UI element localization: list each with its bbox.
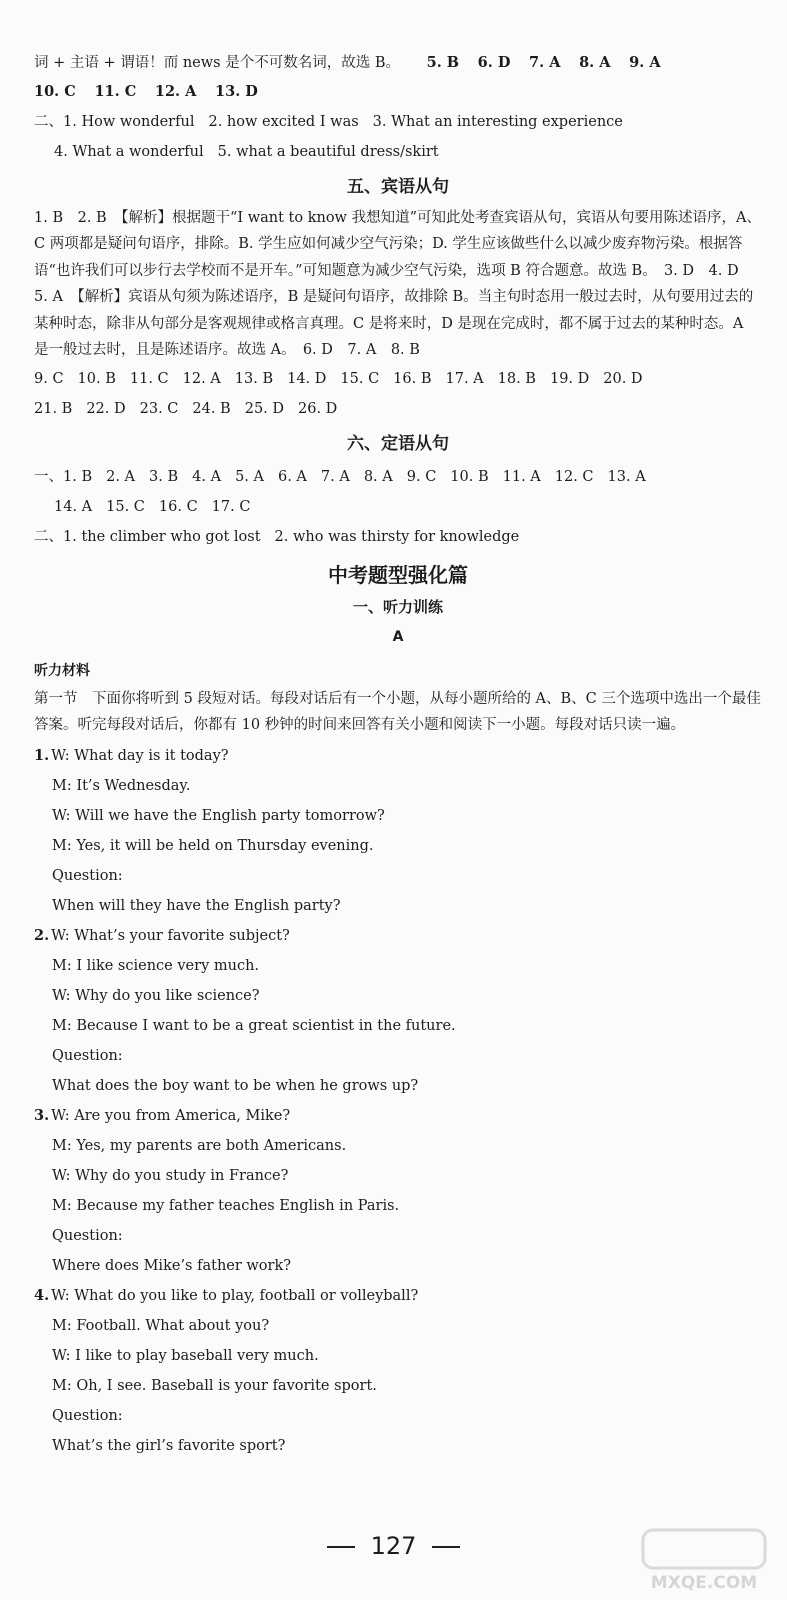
answer-item: 3. B (149, 468, 179, 485)
dialogue-line (34, 951, 762, 981)
line-text: W: Are you from America, Mike? (51, 1107, 291, 1124)
question-label (34, 1041, 762, 1071)
dialogue-number: 2. (34, 926, 50, 944)
section5-answers-row1 (34, 364, 762, 394)
answer-item: 15. C (340, 370, 380, 387)
section5-answers-row2 (34, 394, 762, 424)
answer-item: 16. C (158, 498, 198, 515)
dialogue-line (34, 801, 762, 831)
part-letter: A (392, 628, 404, 645)
answer-item: 7. A (320, 468, 350, 485)
answer-item: 13. B (234, 370, 274, 387)
line-text: Question: (52, 867, 123, 884)
answer-item: 24. B (192, 400, 231, 417)
answer-item: 10. B (450, 468, 489, 485)
page-number-text: 127 (370, 1532, 417, 1560)
dialogue-list (34, 741, 762, 1461)
sub-title: 一、听力训练 (352, 597, 443, 616)
section6-answers-row1 (34, 462, 762, 492)
dialogue-line (34, 1161, 762, 1191)
answer-item: 13. D (215, 82, 258, 100)
answer-item: 10. B (77, 370, 116, 387)
intro-line (34, 50, 762, 77)
dialogue-number: 3. (34, 1106, 50, 1124)
answer-item: 11. C (129, 370, 169, 387)
answer-item: 13. A (607, 468, 646, 485)
answer-item: 8. A (363, 468, 393, 485)
dialogue-block (34, 741, 762, 921)
dialogue-line (34, 831, 762, 861)
answer-item: 12. A (182, 370, 221, 387)
section6-title: 六、定语从句 (347, 433, 449, 454)
line-text: M: Oh, I see. Baseball is your favorite sport. (52, 1377, 377, 1394)
dialogue-line (34, 1341, 762, 1371)
line-text: W: What do you like to play, football or volleyball? (51, 1287, 419, 1304)
answer-item: 7. A (529, 54, 561, 71)
dialogue-line (34, 921, 762, 951)
question-label (34, 861, 762, 891)
answer-item: 18. B (497, 370, 536, 387)
watermark-logo (635, 1526, 773, 1594)
answer-item: 2. A (106, 468, 136, 485)
dialogue-line (34, 1371, 762, 1401)
question-text (34, 1071, 762, 1101)
answer-item: 14. A (54, 498, 93, 515)
part2-item: 5. what a beautiful dress/skirt (217, 143, 439, 160)
answer-item: 15. C (106, 498, 145, 515)
part2-row1 (34, 107, 762, 137)
answer-item: 19. D (549, 370, 590, 387)
answer-item: 16. B (393, 370, 432, 387)
answer-item: 11. A (502, 468, 541, 485)
dialogue-line (34, 771, 762, 801)
part2-item: 2. who was thirsty for knowledge (274, 528, 520, 545)
line-text: W: What day is it today? (51, 747, 229, 764)
question-text (34, 891, 762, 921)
answer-item: 10. C (34, 82, 76, 100)
line-text: Question: (52, 1047, 123, 1064)
line-text: W: What’s your favorite subject? (51, 927, 290, 944)
part2-item: 4. What a wonderful (54, 143, 204, 160)
answer-item: 25. D (244, 400, 285, 417)
main-title: 中考题型强化篇 (328, 562, 468, 587)
dialogue-number: 1. (34, 746, 50, 764)
dash-left (327, 1546, 355, 1548)
answer-item: 9. A (629, 54, 661, 71)
answer-item: 17. A (445, 370, 484, 387)
question-label (34, 1221, 762, 1251)
section6-answers-row2 (34, 492, 762, 522)
dialogue-number: 4. (34, 1286, 50, 1304)
answer-item: 1. B (63, 468, 93, 485)
intro-text: 词 + 主语 + 谓语！而 news 是个不可数名词，故选 B。 (34, 55, 400, 71)
dialogue-line (34, 981, 762, 1011)
answer-item: 9. C (406, 468, 437, 485)
dialogue-line (34, 1311, 762, 1341)
section5-title: 五、宾语从句 (347, 176, 449, 197)
part2-item: 1. the climber who got lost (63, 528, 261, 545)
dialogue-line (34, 1191, 762, 1221)
answer-item: 5. B (426, 54, 460, 71)
instructions: 第一节 下面你将听到 5 段短对话。每段对话后有一个小题，从每小题所给的 A、B、C 三个选项中选出一个最佳答案。听完每段对话后，你都有 10 秒钟的时间来回答有关小题和阅读下一小题。每段对话只读一遍。 (34, 690, 761, 733)
dash-right (432, 1546, 460, 1548)
answer-item: 11. C (94, 82, 137, 100)
page-content (34, 50, 762, 1461)
section6-part2 (34, 522, 762, 552)
line-text: W: Why do you like science? (52, 987, 260, 1004)
answer-item: 23. C (139, 400, 179, 417)
dialogue-line (34, 1011, 762, 1041)
line-text: Question: (52, 1227, 123, 1244)
intro-answers-row2 (34, 77, 762, 107)
listening-label: 听力材料 (34, 662, 90, 679)
answer-item: 8. A (579, 54, 611, 71)
answer-item: 5. A (235, 468, 264, 485)
answer-item: 17. C (211, 498, 251, 515)
line-text: Question: (52, 1407, 123, 1424)
answer-item: 6. A (277, 468, 307, 485)
line-text: M: Football. What about you? (52, 1317, 270, 1334)
line-text: M: It’s Wednesday. (52, 777, 191, 794)
line-text: What’s the girl’s favorite sport? (52, 1437, 286, 1454)
dialogue-line (34, 1281, 762, 1311)
line-text: M: Because my father teaches English in Paris. (52, 1197, 400, 1214)
line-text: Where does Mike’s father work? (52, 1257, 292, 1274)
part2-item: 1. How wonderful (63, 113, 195, 130)
answer-item: 21. B (34, 400, 73, 417)
part2-row2 (34, 137, 762, 167)
answer-item: 12. C (554, 468, 594, 485)
answer-item: 9. C (34, 370, 64, 387)
dialogue-block (34, 921, 762, 1101)
answer-item: 12. A (154, 82, 197, 100)
line-text: M: Yes, my parents are both Americans. (52, 1137, 347, 1154)
line-text: What does the boy want to be when he grows up? (52, 1077, 419, 1094)
question-label (34, 1401, 762, 1431)
dialogue-block (34, 1281, 762, 1461)
dialogue-line (34, 1131, 762, 1161)
section6-part2-prefix: 二、 (34, 528, 63, 545)
part2-item: 2. how excited I was (208, 113, 359, 130)
answer-item: 14. D (287, 370, 327, 387)
dialogue-line (34, 1101, 762, 1131)
answer-item: 22. D (86, 400, 126, 417)
answer-item: 6. D (477, 54, 511, 71)
part2-prefix: 二、 (34, 113, 63, 130)
intro-answers (427, 55, 661, 71)
dialogue-line (34, 741, 762, 771)
question-text (34, 1431, 762, 1461)
part2-item: 3. What an interesting experience (372, 113, 623, 130)
line-text: When will they have the English party? (52, 897, 341, 914)
section6-part1-prefix: 一、 (34, 468, 63, 485)
answer-item: 20. D (603, 370, 643, 387)
line-text: W: Will we have the English party tomorrow? (52, 807, 385, 824)
line-text: W: I like to play baseball very much. (52, 1347, 319, 1364)
dialogue-block (34, 1101, 762, 1281)
line-text: M: Yes, it will be held on Thursday evening. (52, 837, 374, 854)
line-text: M: I like science very much. (52, 957, 260, 974)
line-text: M: Because I want to be a great scientist in the future. (52, 1017, 456, 1034)
watermark-text: MXQE.COM (650, 1573, 758, 1593)
question-text (34, 1251, 762, 1281)
line-text: W: Why do you study in France? (52, 1167, 289, 1184)
section5-paragraph: 1. B 2. B 【解析】根据题干“I want to know 我想知道”可知此处考查宾语从句，宾语从句要用陈述语序，A、C 两项都是疑问句语序，排除。B. 学生应如何减少空气污染；D. 学生应该做些什么以减少废弃物污染。根据答语“也许我们可以步行去学校而不是开车。”可知题意为减少空气污染，选项 B 符合题意。故选 B。 3. D 4. D 5. A 【解析】宾语从句须为陈述语序，B 是疑问句语序，故排除 B。当主句时态用一般过去时，从句要用过去的某种时态，除非从句部分是客观规律或格言真理。C 是将来时，D 是现在完成时，都不属于过去的某种时态。A 是一般过去时，且是陈述语序。故选 A。 6. D 7. A 8. B (34, 209, 761, 358)
answer-item: 26. D (298, 400, 338, 417)
answer-item: 4. A (192, 468, 222, 485)
